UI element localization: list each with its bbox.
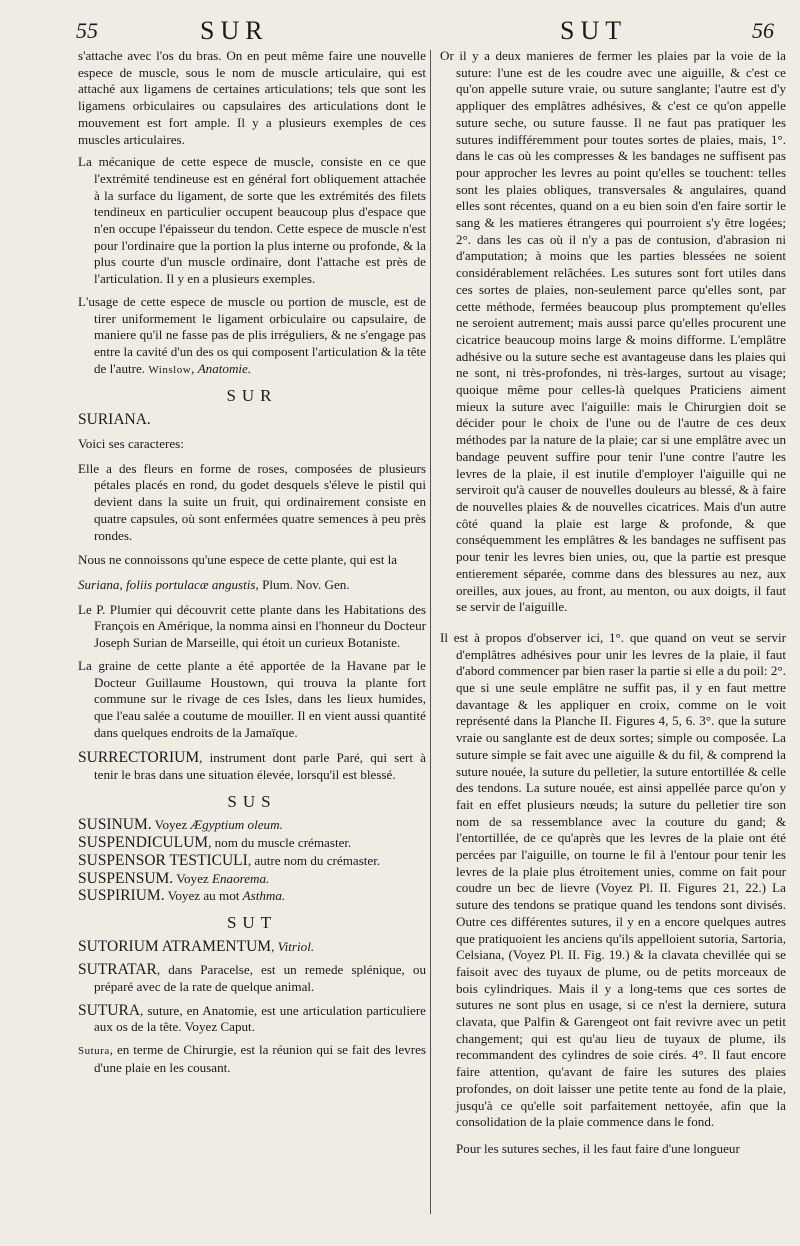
entry-sutura-chirurgie: [78, 1042, 426, 1076]
sutura2-head: Sutura: [78, 1045, 110, 1058]
suspirium-ref: Asthma.: [242, 888, 286, 904]
suriana-latin-name: Suriana, foliis portulacæ angustis: [78, 576, 256, 592]
paragraph-manieres-fermer: Or il y a deux manieres de fermer les plaies par la voie de la suture: l'une est de les coudre avec une aiguille, & c'est ce qu'on appelle suture vraie, ou suture sanglante; l'autre est d'y appliquer des emplâtres adhésives, & c'est ce qu'on appelle suture seche, ou suture fausse. Il ne faut pas pratiquer les sutures indifféremment pour toutes sortes de plaies, mais, 1°. dans le cas où les compresses & les bandages ne suffisent pas pour approcher les levres au point qu'elles se touchent: telles sont les plaies obliques, transversales & angulaires, quand elles sont récentes, quand on a eu bien soin d'en faire sortir le sang & les matieres étrangeres qui pourroient s'y être logées; 2°. dans les cas où il n'y a pas de contusion, d'abrasion ni d'amputation; à moins que les parties blessées ne soient considérablement relâchées. Les sutures sont fort utiles dans ces sortes de plaies, non-seulement parce qu'elles sont, par cette méthode, fermées beaucoup plus promptement qu'elles ne seroient autrement; mais aussi parce qu'elles procurent une cicatrice beaucoup moins large & moins difforme. L'emplâtre adhésive ou la suture seche est avantageuse dans les plaies qui ne sont, ni très-profondes, ni très-larges, surtout au visage; quoique même pour celles-là quelques Praticiens aiment mieux la suture avec l'aiguille: mais le Chirurgien doit se décider pour le choix de l'une ou de l'autre de ces deux méthodes par la nature de la plaie; car si une emplâtre avec un bandage peuvent suffire pour tenir l'une contre l'autre les levres de la plaie, il est inutile d'employer l'aiguille qui ne serviroit qu'à causer de nouvelles douleurs au blessé, & à faire de nouvelles plaies & de nouvelles cicatrices. Mais d'un autre côté quand la plaie est large & profonde, & que conséquemment les emplâtres & les bandages ne suffisent pas pour tenir les levres bien unies, ou, que la partie est presque entierement séparée, comme dans des blessures au nez, aux oreilles, aux joues, au front, au menton, ou aux doigts, il faut se servir de l'aiguille.: [440, 48, 786, 615]
suspendiculum-head: SUSPENDICULUM: [78, 834, 209, 852]
suriana-intro: Voici ses caracteres:: [78, 436, 184, 452]
entry-sutura-anatomie: [78, 1002, 426, 1036]
sutorium-head: SUTORIUM ATRAMENTUM: [78, 937, 272, 955]
susinum-text: Voyez: [151, 817, 191, 833]
entry-suspirium: [78, 887, 426, 905]
suspensum-text: Voyez: [173, 870, 212, 886]
suspensum-head: SUSPENSUM.: [78, 869, 174, 887]
paragraph-observations: Il est à propos d'observer ici, 1°. que quand on veut se servir d'emplâtres adhésives pour unir les levres de la plaie, il faut d'abord commencer par bien raser la partie si elle a du poil: 2°. que si une seule emplâtre ne suffit pas, il y en faut mettre davantage & les appliquer en croix, comme on le voit représenté dans la Planche II. Figures 4, 5, 6. 3°. que la suture vraie ou sanglante est de deux sortes; simple ou composée. La suture simple se fait avec une aiguille & du fil, & comprend la suture nouée, la suture du pelletier, la suture entortillée & celle des tendons. La suture nouée, est ainsi appellée parce qu'on y fait en effet plusieurs nœuds; la suture du pelletier tire son nom de sa ressemblance avec la couture du gand; & l'entortillée, de ce qu'après que les levres de la plaie ont été percées par l'aiguille, on tourne le fil à l'entour pour tenir les levres de la plaie plus étroitement unies, comme on fait pour coudre un bec de lievre (Voyez Pl. II. Figures 21, 22.) La suture des tendons se pratique quand les tendons sont divisés. Outre ces différentes sutures, il y en a encore quelques autres que pratiquoient les anciens qu'ils appelloient sutoria, Sartoria, Celsiana, (Voyez Pl. II. Fig. 19.) & la clavata chevillée qui se faisoit avec des tuyaux de plume, ou de petits morceaux de bois cylindriques. Mais il y a long-tems que ces sortes de sutures ne sont plus en usage, si ce n'est la derniere, sutura clavata, que Palfin & Garengeot ont fait revivre avec un petit changement; qui est qu'au lieu de tuyaux de plume, ils recommandent des cylindres de soie cirés. 4°. Il faut encore faire attention, qu'avant de faire les sutures des plaies profondes, on doit laisser une petite tente au fond de la plaie, jusqu'à ce qu'elle soit parfaitement nettoyée, afin que la consolidation de la plaie commence dans le fond.: [440, 629, 786, 1130]
entry-susinum: [78, 816, 426, 834]
entry-sutorium: [78, 938, 426, 956]
suspensor-text: , autre nom du crémaster.: [247, 852, 381, 868]
page-number-left: 55: [76, 18, 98, 43]
suspensor-head: SUSPENSOR TESTICULI: [78, 851, 248, 869]
suspirium-head: SUSPIRIUM.: [78, 887, 165, 905]
entry-title-suriana: SURIANA.: [78, 411, 151, 429]
left-column: [78, 48, 426, 1083]
section-heading-sut: SUT: [226, 912, 278, 932]
surrectorium-text: , instrument dont parle Paré, qui sert à tenir le bras dans une situation élevée, lorsqu'il est blessé.: [94, 750, 426, 783]
entry-suspensor: [78, 852, 426, 870]
suspendiculum-text: , nom du muscle crémaster.: [208, 835, 352, 851]
paragraph-mecanique: La mécanique de cette espece de muscle, consiste en ce que l'extrémité tendineuse est en général fort obliquement attachée à la surface du ligament, de sorte que les extrémités des filets tendineux en particulier occupent beaucoup plus d'espace que n'en occupe l'épaisseur du tendon. Cette espece de muscle n'est pour l'ordinaire que la portion la plus interne ou profonde, & la plus courte d'un muscle ordinaire, dont l'attache est près de l'articulation. Il y en a plusieurs exemples.: [78, 154, 426, 287]
sutratar-head: SUTRATAR: [78, 961, 157, 979]
suriana-description: Elle a des fleurs en forme de roses, composées de plusieurs pétales placés en rond, du godet desquels s'éleve le pistil qui devient dans la suite un fruit, qui ordinairement consiste en quatre capsules, où sont enfermées quatre semences à peu près rondes.: [78, 460, 426, 543]
entry-sutratar: [78, 961, 426, 995]
section-heading-sur: SUR: [226, 386, 278, 406]
sutura2-text: , en terme de Chirurgie, est la réunion qui se fait des levres d'une plaie en les cousant.: [94, 1042, 426, 1075]
usage-text: L'usage de cette espece de muscle ou portion de muscle, est de tirer uniformement le ligament orbiculaire ou capsulaire, de maniere qu'il ne fasse pas de plis irréguliers, & ne s'engage pas entre la cavité d'un des os qui composent l'articulation & la tête de l'autre.: [78, 293, 426, 376]
susinum-head: SUSINUM.: [78, 816, 152, 834]
entry-suspendiculum: [78, 834, 426, 852]
suriana-citation: , Plum. Nov. Gen.: [255, 576, 350, 592]
page-number-right: 56: [752, 18, 774, 43]
suriana-graine: La graine de cette plante a été apportée de la Havane par le Docteur Guillaume Houstown, qui trouva la plante fort commune sur le rivage de ces Isles, dans les lieux humides, que l'eau salée a coutume de mouiller. Il en vient aussi quantité dans quelques endroits de la Jamaïque.: [78, 657, 426, 740]
suspensum-ref: Enaorema.: [211, 870, 270, 886]
sutorium-ref: , Vitriol.: [271, 938, 315, 954]
column-divider: [430, 50, 431, 1214]
sutura-text: , suture, en Anatomie, est une articulation particuliere aux os de la tête. Voyez Caput.: [94, 1002, 426, 1035]
section-heading-sus: SUS: [227, 791, 277, 811]
running-keyword-right: SUT: [560, 16, 628, 45]
suspirium-text: Voyez au mot: [164, 888, 243, 904]
suriana-binomial: [78, 577, 426, 594]
paragraph-sutures-seches: Pour les sutures seches, il les faut faire d'une longueur: [456, 1141, 740, 1156]
suriana-espece: Nous ne connoissons qu'une espece de cette plante, qui est la: [78, 552, 398, 568]
sutratar-text: , dans Paracelse, est un remede splénique, ou préparé avec de la rate de quelque animal.: [94, 962, 426, 995]
sutura-head: SUTURA: [78, 1001, 141, 1019]
running-keyword-left: SUR: [200, 16, 269, 45]
entry-suspensum: [78, 870, 426, 888]
author-winslow: Winslow: [148, 363, 192, 376]
right-column: [440, 48, 786, 1164]
source-anatomie: Anatomie.: [197, 360, 252, 376]
paragraph-muscle-articulaire: s'attache avec l'os du bras. On en peut même faire une nouvelle espece de muscle, sous le nom de muscle articulaire, qui est attaché aux ligamens de certaines articulations; tels que sont les ligamens orbiculaires ou capsulaires des articulations dont le mouvement est fort ample. Il y a plusieurs exemples de ces muscles articulaires.: [78, 48, 426, 147]
surrectorium-head: SURRECTORIUM: [78, 749, 200, 767]
paragraph-usage: L'usage de cette espece de muscle ou portion de muscle, est de tirer uniformement le ligament orbiculaire ou capsulaire, de maniere qu'il ne fasse pas de plis irréguliers, & ne s'engage pas entre la cavité d'un des os qui composent l'articulation & la tête de l'autre. Winslow, Anatomie.: [78, 293, 426, 376]
suriana-plumier: Le P. Plumier qui découvrit cette plante dans les Habitations des François en Amérique, la nomma ainsi en l'honneur du Docteur Joseph Surian de Marseille, qui étoit un curieux Botaniste.: [78, 601, 426, 651]
running-header: [0, 14, 800, 48]
susinum-ref: Ægyptium oleum.: [190, 817, 283, 833]
entry-surrectorium: [78, 749, 426, 783]
